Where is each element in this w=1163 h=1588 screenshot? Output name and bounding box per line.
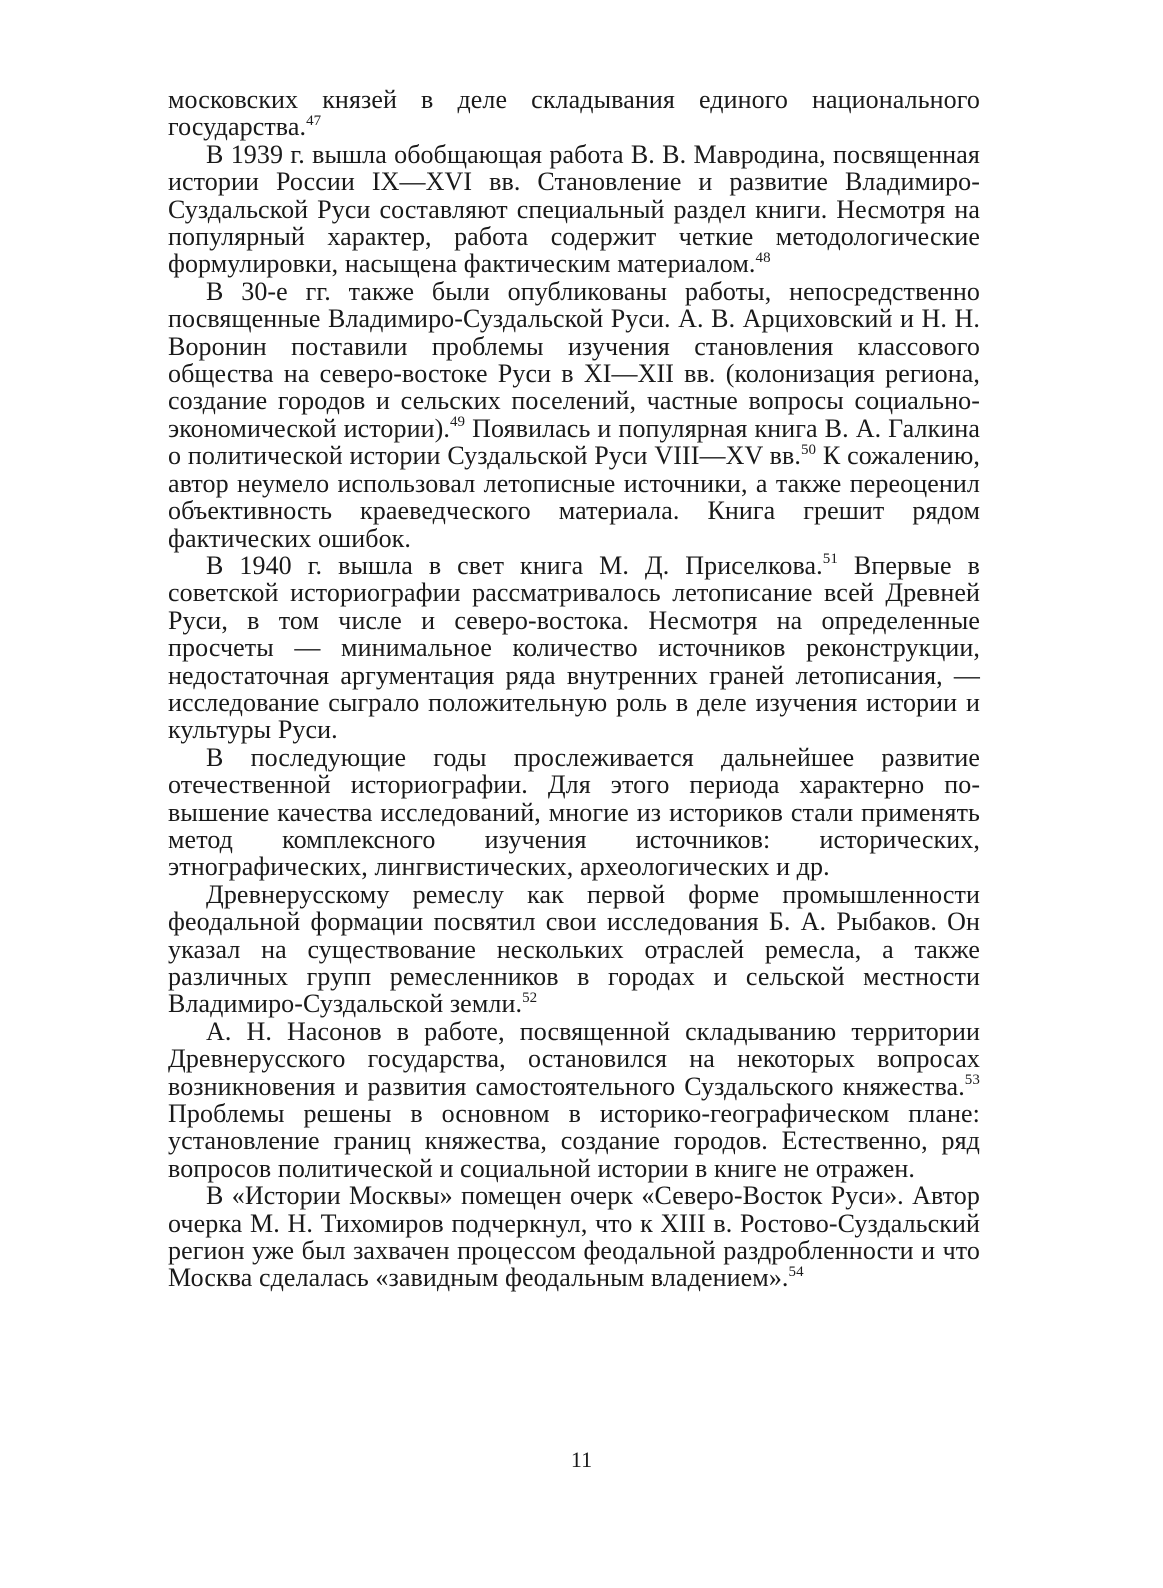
text-segment: А. Н. Насонов в работе, посвященной складыванию территории Древнерусского государства, остановился на некоторых вопросах возникновения и развития самостоятельного Суздальского княжества. xyxy=(168,1016,980,1101)
footnote-ref-50: 50 xyxy=(800,441,817,458)
footnote-ref-54: 54 xyxy=(788,1263,804,1280)
paragraph-6 xyxy=(168,881,980,1018)
text-segment: В 1940 г. вышла в свет книга М. Д. Приселкова. xyxy=(206,550,823,580)
text-segment: московских князей в деле складывания единого национального государства. xyxy=(168,85,980,142)
main-text xyxy=(168,86,980,1292)
text-segment: В 1939 г. вышла обобщающая работа В. В. Мавродина, посвященная истории России IX—XVI вв. Становление и развитие Владимиро-Суздальской Руси составляют специальный раздел книги. Несмотря на популярный характер, работа содержит четкие методологические формулировки, насыщена фактическим материалом. xyxy=(168,139,980,279)
paragraph-5 xyxy=(168,744,980,881)
page-body xyxy=(168,86,980,1292)
text-segment: Проблемы решены в основном в историко-географическом плане: установление границ княжества, создание городов. Естественно, ряд вопросов политической и социальной истории в книге не отражен. xyxy=(168,1099,980,1183)
page-number: 11 xyxy=(570,1447,593,1472)
text-segment: Появилась и популярная книга В. А. Галкина о политической истории Суздальской Руси VIII—XV вв. xyxy=(168,413,980,471)
text-segment: В 30-е гг. также были опубликованы работы, непосредственно посвященные Владимиро-Суздальской Руси. А. В. Арциховский и Н. Н. Воронин поставили проблемы изучения становления классового общества на северо-востоке Руси в XI—XII вв. (колонизация региона, создание городов и сельских поселений, частные вопросы социально-экономической истории). xyxy=(168,276,980,443)
text-segment: В последующие годы прослеживается дальнейшее развитие отечественной историографии. Для этого периода характерно повышение качества исследований, многие из историков стали применять метод комплексного изучения источников: исторических, этнографических, лингвистических, археологических и др. xyxy=(168,742,980,882)
footnote-ref-49: 49 xyxy=(449,414,466,431)
paragraph-8 xyxy=(168,1182,980,1292)
footnote-ref-52: 52 xyxy=(522,989,538,1006)
paragraph-7 xyxy=(168,1018,980,1182)
text-segment: К сожалению, автор неумело использовал летописные источники, а также переоценил объективность краеведческого материала. Книга грешит рядом фактических ошибок. xyxy=(168,441,980,553)
text-segment: Древнерусскому ремеслу как первой форме промышленности феодальной формации посвятил свои исследования Б. А. Рыбаков. Он указал на существование нескольких отраслей ремесла, а также различных групп ремесленников в городах и сельской местности Владимиро-Суздальской земли. xyxy=(168,879,980,1019)
footnote-ref-53: 53 xyxy=(964,1071,980,1088)
paragraph-4 xyxy=(168,552,980,744)
footnote-ref-48: 48 xyxy=(755,249,771,266)
paragraph-2 xyxy=(168,141,980,278)
text-segment: Впервые в советской историографии рассматривалось летописание всей Древней Руси, в том числе и северо-востока. Несмотря на определенные просчеты — минимальное количество источников реконструкции, недостаточная аргументация ряда внутренних граней летописания, — исследование сыграло положительную роль в деле изучения истории и культуры Руси. xyxy=(168,550,980,745)
footnote-ref-51: 51 xyxy=(822,551,838,568)
paragraph-1 xyxy=(168,86,980,141)
footnote-ref-47: 47 xyxy=(306,112,322,129)
paragraph-3 xyxy=(168,278,980,552)
text-segment: В «Истории Москвы» помещен очерк «Северо-Восток Руси». Автор очерка М. Н. Тихомиров подчеркнул, что к XIII в. Ростово-Суздальский регион уже был захвачен процессом феодальной раздробленности и что Москва сделалась «завидным феодальным владением». xyxy=(168,1181,980,1293)
